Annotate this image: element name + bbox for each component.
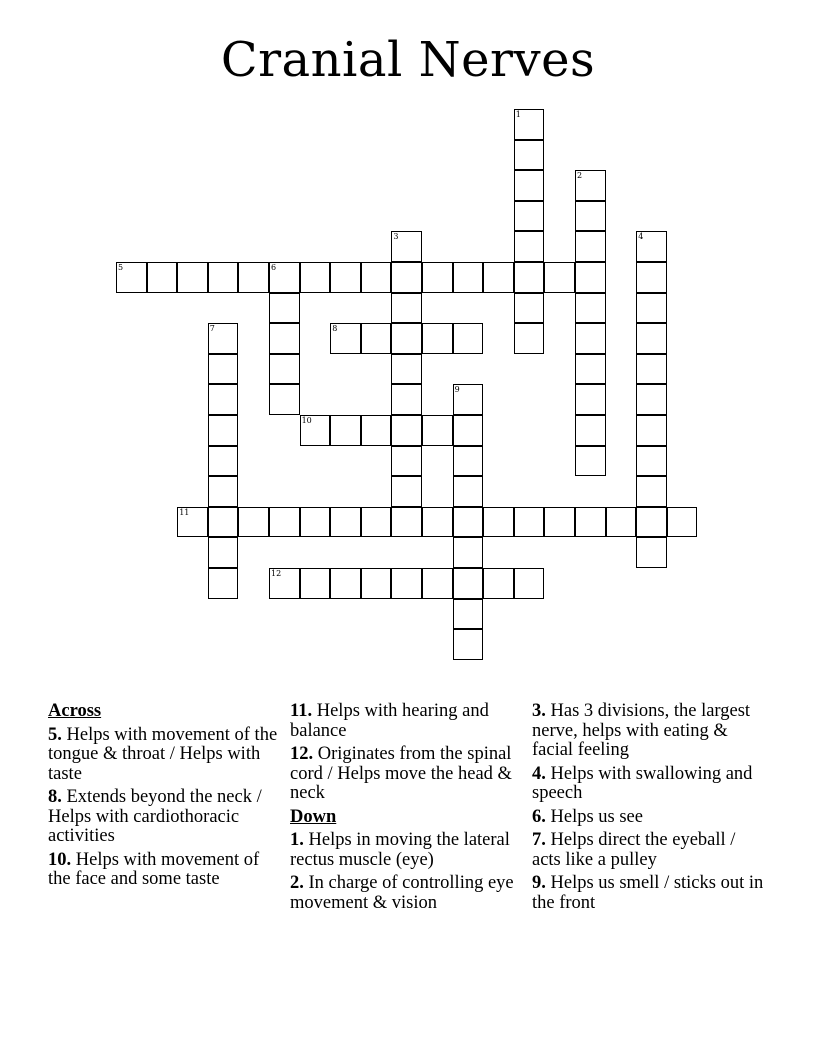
grid-cell[interactable] bbox=[269, 323, 300, 354]
clue-text: Helps with movement of the face and some taste bbox=[48, 849, 260, 889]
grid-cell[interactable] bbox=[391, 384, 422, 415]
grid-cell[interactable] bbox=[453, 476, 484, 507]
grid-cell[interactable] bbox=[391, 476, 422, 507]
clue-number-label: 9 bbox=[454, 385, 460, 395]
clue-across-5 bbox=[48, 726, 284, 785]
clue-across-11 bbox=[290, 702, 526, 741]
clue-number-label: 11 bbox=[179, 507, 190, 517]
grid-cell[interactable] bbox=[208, 568, 239, 599]
grid-cell[interactable] bbox=[391, 446, 422, 477]
clue-number-label: 10 bbox=[301, 416, 312, 425]
grid-cell[interactable] bbox=[514, 201, 545, 232]
clue-number: 11. bbox=[290, 701, 313, 721]
grid-cell[interactable] bbox=[361, 323, 392, 354]
clue-number: 9. bbox=[532, 873, 546, 893]
grid-cell[interactable] bbox=[330, 262, 361, 293]
down-heading: Down bbox=[290, 806, 337, 827]
grid-cell[interactable] bbox=[269, 354, 300, 385]
clue-down-3 bbox=[532, 702, 768, 761]
grid-cell[interactable] bbox=[391, 293, 422, 324]
grid-cell[interactable] bbox=[483, 568, 514, 599]
clue-number: 12. bbox=[290, 744, 314, 764]
grid-cell[interactable] bbox=[514, 140, 545, 171]
grid-cell[interactable] bbox=[361, 415, 392, 446]
grid-cell[interactable] bbox=[269, 507, 300, 538]
clue-number-label: 3 bbox=[393, 232, 399, 242]
grid-cell[interactable] bbox=[544, 262, 575, 293]
grid-cell[interactable] bbox=[453, 629, 484, 660]
grid-cell[interactable] bbox=[330, 323, 361, 354]
clue-number-label: 6 bbox=[271, 263, 277, 272]
grid-cell[interactable] bbox=[238, 507, 269, 538]
clue-text: Helps direct the eyeball / acts like a pulley bbox=[532, 830, 736, 870]
grid-cell[interactable] bbox=[391, 354, 422, 385]
grid-cell[interactable] bbox=[636, 293, 667, 324]
grid-cell[interactable] bbox=[269, 293, 300, 324]
grid-cell[interactable] bbox=[514, 293, 545, 324]
grid-cell[interactable] bbox=[453, 507, 484, 538]
grid-cell[interactable] bbox=[453, 568, 484, 599]
grid-cell[interactable] bbox=[453, 323, 484, 354]
clue-number: 5. bbox=[48, 724, 62, 745]
grid-cell[interactable] bbox=[636, 476, 667, 507]
grid-cell[interactable] bbox=[391, 323, 422, 354]
grid-cell[interactable] bbox=[208, 446, 239, 477]
grid-cell[interactable] bbox=[636, 323, 667, 354]
grid-cell[interactable] bbox=[238, 262, 269, 293]
grid-cell[interactable] bbox=[453, 599, 484, 630]
grid-cell[interactable] bbox=[636, 384, 667, 415]
grid-cell[interactable] bbox=[544, 507, 575, 538]
clue-number: 2. bbox=[290, 873, 304, 893]
grid-cell[interactable] bbox=[208, 354, 239, 385]
clue-number: 3. bbox=[532, 701, 546, 721]
grid-cell[interactable] bbox=[300, 568, 331, 599]
clue-text: Helps us see bbox=[550, 806, 643, 827]
grid-cell[interactable] bbox=[300, 415, 331, 446]
grid-cell[interactable] bbox=[575, 415, 606, 446]
grid-cell[interactable] bbox=[208, 323, 239, 354]
grid-cell[interactable] bbox=[330, 568, 361, 599]
grid-cell[interactable] bbox=[667, 507, 698, 538]
clue-number: 6. bbox=[532, 806, 546, 827]
clues-column-2 bbox=[290, 702, 526, 917]
grid-cell[interactable] bbox=[177, 507, 208, 538]
grid-cell[interactable] bbox=[575, 384, 606, 415]
grid-cell[interactable] bbox=[391, 568, 422, 599]
clue-text: Helps in moving the lateral rectus muscle (eye) bbox=[290, 830, 510, 870]
grid-cell[interactable] bbox=[300, 262, 331, 293]
clue-down-4 bbox=[532, 765, 768, 804]
grid-cell[interactable] bbox=[391, 231, 422, 262]
grid-cell[interactable] bbox=[575, 323, 606, 354]
grid-cell[interactable] bbox=[422, 323, 453, 354]
clue-down-9 bbox=[532, 874, 768, 913]
grid-cell[interactable] bbox=[208, 476, 239, 507]
grid-cell[interactable] bbox=[208, 262, 239, 293]
grid-cell[interactable] bbox=[269, 262, 300, 293]
grid-cell[interactable] bbox=[483, 262, 514, 293]
grid-cell[interactable] bbox=[636, 354, 667, 385]
puzzle-title: Cranial Nerves bbox=[220, 32, 596, 88]
clue-text: Helps us smell / sticks out in the front bbox=[532, 873, 764, 913]
grid-cell[interactable] bbox=[514, 109, 545, 140]
clue-number-label: 7 bbox=[209, 324, 215, 334]
grid-cell[interactable] bbox=[575, 293, 606, 324]
grid-cell[interactable] bbox=[514, 323, 545, 354]
clue-text: In charge of controlling eye movement & vision bbox=[290, 873, 514, 913]
grid-cell[interactable] bbox=[147, 262, 178, 293]
grid-cell[interactable] bbox=[636, 537, 667, 568]
grid-cell[interactable] bbox=[514, 568, 545, 599]
grid-cell[interactable] bbox=[300, 507, 331, 538]
clue-down-6 bbox=[532, 808, 768, 828]
grid-cell[interactable] bbox=[514, 507, 545, 538]
grid-cell[interactable] bbox=[453, 262, 484, 293]
grid-cell[interactable] bbox=[636, 231, 667, 262]
grid-cell[interactable] bbox=[422, 507, 453, 538]
grid-cell[interactable] bbox=[606, 507, 637, 538]
grid-cell[interactable] bbox=[391, 507, 422, 538]
clue-number-label: 5 bbox=[118, 263, 124, 272]
grid-cell[interactable] bbox=[514, 262, 545, 293]
clue-number: 4. bbox=[532, 763, 546, 784]
grid-cell[interactable] bbox=[422, 415, 453, 446]
clue-down-1 bbox=[290, 831, 526, 870]
clue-number: 1. bbox=[290, 830, 304, 850]
grid-cell[interactable] bbox=[636, 415, 667, 446]
grid-cell[interactable] bbox=[636, 262, 667, 293]
clue-across-10 bbox=[48, 851, 284, 890]
grid-cell[interactable] bbox=[422, 262, 453, 293]
grid-cell[interactable] bbox=[453, 415, 484, 446]
clue-number: 7. bbox=[532, 830, 546, 850]
clue-text: Has 3 divisions, the largest nerve, helps with eating & facial feeling bbox=[532, 701, 751, 760]
grid-cell[interactable] bbox=[636, 446, 667, 477]
grid-cell[interactable] bbox=[575, 507, 606, 538]
clues-column-1 bbox=[48, 702, 284, 894]
grid-cell[interactable] bbox=[575, 231, 606, 262]
clue-number-label: 8 bbox=[332, 324, 338, 334]
grid-cell[interactable] bbox=[208, 507, 239, 538]
clue-across-12 bbox=[290, 745, 526, 804]
clue-down-7 bbox=[532, 831, 768, 870]
grid-cell[interactable] bbox=[208, 384, 239, 415]
clue-text: Helps with movement of the tongue & throat / Helps with taste bbox=[48, 724, 278, 784]
grid-cell[interactable] bbox=[116, 262, 147, 293]
grid-cell[interactable] bbox=[177, 262, 208, 293]
grid-cell[interactable] bbox=[269, 568, 300, 599]
clue-number-label: 12 bbox=[271, 569, 282, 578]
grid-cell[interactable] bbox=[269, 384, 300, 415]
grid-cell[interactable] bbox=[575, 262, 606, 293]
clue-text: Helps with swallowing and speech bbox=[532, 763, 753, 803]
clues-column-3 bbox=[532, 702, 768, 917]
grid-cell[interactable] bbox=[514, 231, 545, 262]
clue-number-label: 2 bbox=[577, 171, 583, 181]
grid-cell[interactable] bbox=[575, 201, 606, 232]
grid-cell[interactable] bbox=[453, 537, 484, 568]
grid-cell[interactable] bbox=[330, 507, 361, 538]
across-heading: Across bbox=[48, 701, 102, 721]
grid-cell[interactable] bbox=[361, 507, 392, 538]
grid-cell[interactable] bbox=[514, 170, 545, 201]
grid-cell[interactable] bbox=[575, 170, 606, 201]
clue-text: Originates from the spinal cord / Helps move the head & neck bbox=[290, 744, 512, 803]
clue-down-2 bbox=[290, 874, 526, 913]
clue-text: Extends beyond the neck / Helps with cardiothoracic activities bbox=[48, 787, 262, 846]
grid-cell[interactable] bbox=[391, 262, 422, 293]
clue-text: Helps with hearing and balance bbox=[290, 701, 489, 741]
clue-number-label: 1 bbox=[515, 110, 521, 119]
grid-cell[interactable] bbox=[391, 415, 422, 446]
clue-number: 8. bbox=[48, 787, 62, 807]
grid-cell[interactable] bbox=[208, 415, 239, 446]
grid-cell[interactable] bbox=[575, 446, 606, 477]
grid-cell[interactable] bbox=[330, 415, 361, 446]
clue-number: 10. bbox=[48, 849, 72, 870]
grid-cell[interactable] bbox=[208, 537, 239, 568]
grid-cell[interactable] bbox=[361, 262, 392, 293]
grid-cell[interactable] bbox=[453, 446, 484, 477]
clue-number-label: 4 bbox=[638, 232, 644, 242]
grid-cell[interactable] bbox=[636, 507, 667, 538]
clue-across-8 bbox=[48, 788, 284, 847]
grid-cell[interactable] bbox=[483, 507, 514, 538]
grid-cell[interactable] bbox=[361, 568, 392, 599]
grid-cell[interactable] bbox=[453, 384, 484, 415]
grid-cell[interactable] bbox=[422, 568, 453, 599]
grid-cell[interactable] bbox=[575, 354, 606, 385]
